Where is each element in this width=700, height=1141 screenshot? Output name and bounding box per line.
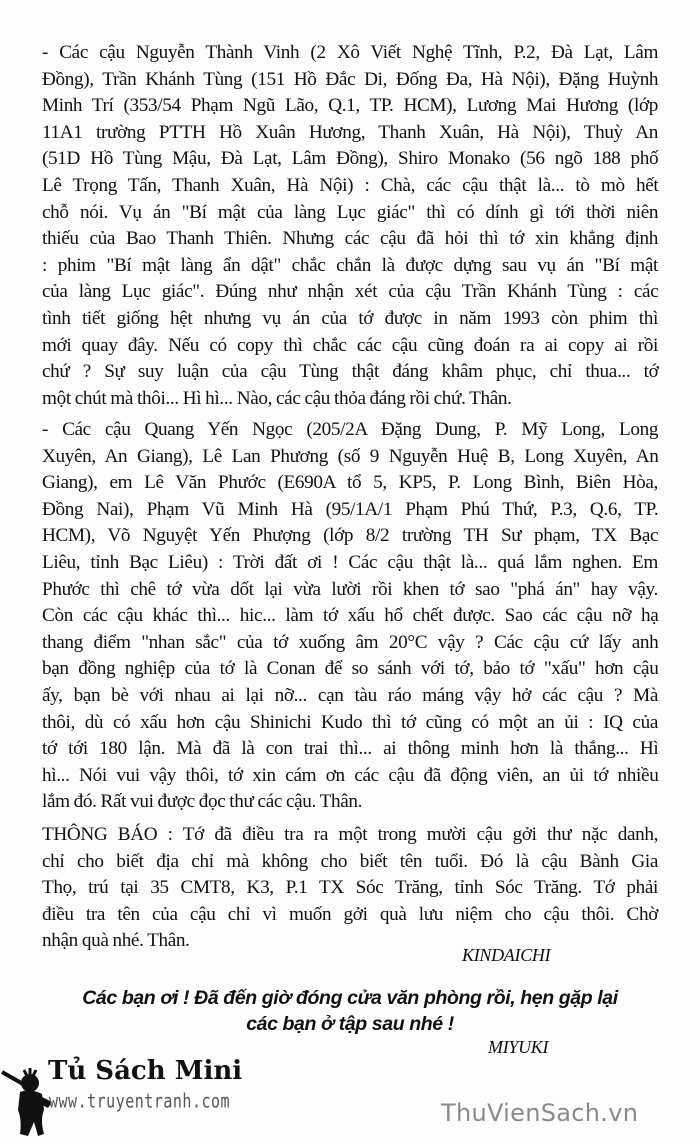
tu-sach-mini-logo <box>0 1050 260 1141</box>
text-line: - Các cậu Nguyễn Thành Vinh (2 Xô Viết Nghệ Tĩnh, P.2, Đà Lạt, Lâm <box>42 42 659 63</box>
reader-letter-reply-1 <box>42 40 658 412</box>
text-line: Đồng), Trần Khánh Tùng (151 Hồ Đắc Di, Đống Đa, Hà Nội), Đặng Huỳnh <box>42 68 659 90</box>
text-line: của làng Lục giác". Đúng như nhận xét của cậu Trần Khánh Tùng : các <box>42 281 659 303</box>
text-line: hì... Nói vui vậy thôi, tớ xin cám ơn các cậu đã động viên, an ủi tớ nhiều <box>42 764 659 786</box>
announcement-paragraph <box>42 822 658 955</box>
text-line: lắm đó. Rất vui được đọc thư các cậu. Thân. <box>42 791 363 813</box>
text-line: thiếu của Bao Thanh Thiên. Nhưng các cậu đã hỏi thì tớ xin khẳng định <box>42 228 658 250</box>
text-line: thôi, dù có xấu hơn cậu Shinichi Kudo thì tớ cũng có một an ủi : IQ của <box>42 711 658 733</box>
text-line: Phước thì chê tớ vừa dốt lại vừa lười rồi khen tớ sao "phá án" hay vậy. <box>42 578 658 600</box>
text-line: (51D Hồ Tùng Mậu, Đà Lạt, Lâm Đồng), Shiro Monako (56 ngõ 188 phố <box>42 148 659 170</box>
signature-kindaichi: KINDAICHI <box>462 945 551 965</box>
text-line: bạn đồng nghiệp của tớ là Conan để so sánh với tớ, bảo tớ "xấu" hơn cậu <box>42 658 659 680</box>
text-line: Minh Trí (353/54 Phạm Ngũ Lão, Q.1, TP. HCM), Lương Mai Hương (lớp <box>42 95 658 117</box>
text-line: - Các cậu Quang Yến Ngọc (205/2A Đặng Dung, P. Mỹ Long, Long <box>42 419 659 440</box>
text-line: thang điểm "nhan sắc" của tớ xuống âm 20°C vậy ? Các cậu cứ lấy anh <box>42 631 659 653</box>
text-line: HCM), Võ Nguyệt Yến Phượng (lớp 8/2 trường TH Sư phạm, TX Bạc <box>42 525 659 547</box>
text-line: THÔNG BÁO : Tớ đã điều tra ra một trong mười cậu gởi thư nặc danh, <box>42 824 659 845</box>
text-line: nhận quà nhé. Thân. <box>42 930 190 952</box>
text-line: Còn các cậu khác thì... hic... làm tớ xấu hổ chết được. Sao các cậu nỡ hạ <box>42 605 659 627</box>
text-line: một chút mà thôi... Hì hì... Nào, các cậu thỏa đáng rồi chứ. Thân. <box>42 387 512 409</box>
text-line: điều tra tên của cậu chỉ vì muốn gởi quà lưu niệm cho cậu thôi. Chờ <box>42 903 659 925</box>
text-line: Lê Trọng Tấn, Thanh Xuân, Hà Nội) : Chà, các cậu thật là... tò mò hết <box>42 174 659 196</box>
text-line: tớ tới 180 lận. Mà đã là con trai thì... ai thông minh hơn là thắng... Hì <box>42 738 659 760</box>
logo-title: Tủ Sách Mini <box>48 1056 243 1086</box>
logo-url: www.truyentranh.com <box>49 1089 231 1113</box>
text-line: tình tiết giống hệt nhưng vụ án của tớ được in năm 1993 còn phim thì <box>42 307 658 329</box>
closing-line-2: các bạn ở tập sau nhé ! <box>246 1013 454 1035</box>
text-line: chỗ nói. Vụ án "Bí mật của làng Lục giác" thì có dính gì tới thời niên <box>42 201 659 223</box>
reader-letter-reply-2 <box>42 417 658 816</box>
text-line: Xuyên, An Giang), Lê Lan Phương (số 9 Nguyễn Huệ B, Long Xuyên, An <box>42 445 659 467</box>
watermark-thuviensach: ThuVienSach.vn <box>441 1099 639 1127</box>
text-line: chỉ cho biết địa chỉ mà không cho biết tên tuổi. Đó là cậu Bành Gia <box>42 850 658 872</box>
text-line: : phim "Bí mật làng ẩn dật" chắc chắn là được dựng sau vụ án "Bí mật <box>42 254 658 276</box>
text-line: Liêu, tỉnh Bạc Liêu) : Trời đất ơi ! Các cậu thật là... quá lắm nghen. Em <box>42 551 658 573</box>
text-line: ấy, bạn bè với nhau ai lại nỡ... cạn tàu ráo máng vậy hở các cậu ? Mà <box>42 684 658 706</box>
closing-line-1: Các bạn ơi ! Đã đến giờ đóng cửa văn phòng rồi, hẹn gặp lại <box>82 987 618 1009</box>
text-line: Thọ, trú tại 35 CMT8, K3, P.1 TX Sóc Trăng, tỉnh Sóc Trăng. Tớ phải <box>42 877 658 899</box>
text-line: Đồng Nai), Phạm Vũ Minh Hà (95/1A/1 Phạm Phú Thứ, P.3, Q.6, TP. <box>42 498 659 520</box>
closing-message <box>40 985 660 1037</box>
signature-miyuki: MIYUKI <box>488 1037 549 1057</box>
text-line: chứ ? Sự suy luận của cậu Tùng thật đáng khâm phục, chỉ thua... tớ <box>42 361 659 383</box>
text-line: mới quay đây. Nếu có copy thì chắc các cậu cũng đoán ra ai copy ai rồi <box>42 334 658 356</box>
text-line: Giang), em Lê Văn Phước (E690A tổ 5, KP5, P. Long Bình, Biên Hòa, <box>42 472 658 494</box>
text-line: 11A1 trường PTTH Hồ Xuân Hương, Thanh Xuân, Hà Nội), Thuỳ An <box>42 121 658 143</box>
